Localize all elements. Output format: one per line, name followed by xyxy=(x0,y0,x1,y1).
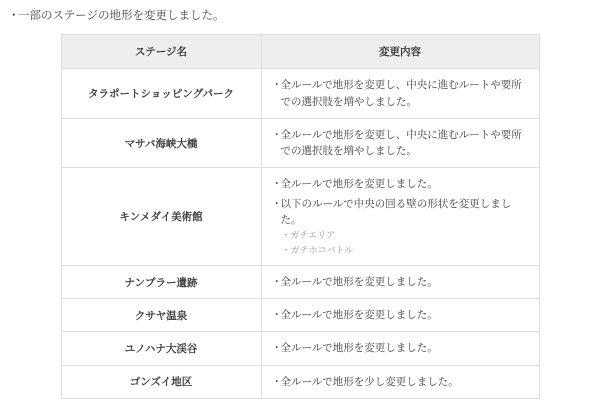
change-line-text: 全ルールで地形を変更し、中央に進むルートや要所での選択肢を増やしました。 xyxy=(280,128,522,158)
change-line-text: 全ルールで地形を変更しました。 xyxy=(280,309,438,322)
change-line xyxy=(272,340,529,356)
change-line-text: 全ルールで地形を変更しました。 xyxy=(280,178,438,191)
list-bullet-icon: ・ xyxy=(271,178,282,191)
list-bullet-icon: ・ xyxy=(271,342,282,355)
change-line xyxy=(272,196,529,229)
table-header-row xyxy=(61,35,539,69)
table-row xyxy=(61,299,539,332)
column-header-change: 変更内容 xyxy=(261,35,539,69)
intro-bullet-icon: ・ xyxy=(8,10,20,22)
table-row xyxy=(61,265,539,298)
change-subline xyxy=(282,228,529,242)
sub-bullet-icon: ・ xyxy=(281,244,291,255)
list-bullet-icon: ・ xyxy=(271,197,282,210)
stage-name-cell: マサバ海峡大橋 xyxy=(61,118,261,168)
column-header-stage: ステージ名 xyxy=(61,35,261,69)
change-line-text: 全ルールで地形を変更しました。 xyxy=(280,342,438,355)
stage-name-cell: タラポートショッピングパーク xyxy=(61,69,261,119)
table-row xyxy=(61,118,539,168)
change-content-cell xyxy=(261,69,539,119)
change-subline-text: ガチホコバトル xyxy=(290,244,354,255)
table-row xyxy=(61,365,539,398)
sub-bullet-icon: ・ xyxy=(281,230,291,241)
list-bullet-icon: ・ xyxy=(271,375,282,388)
list-bullet-icon: ・ xyxy=(271,275,282,288)
change-line-text: 以下のルールで中央の回る壁の形状を変更しました。 xyxy=(280,197,512,226)
stage-changes-table xyxy=(61,34,540,399)
change-content-cell xyxy=(261,118,539,168)
table-row xyxy=(61,69,539,119)
change-content-cell xyxy=(261,265,539,298)
stage-name-cell: クサヤ温泉 xyxy=(61,299,261,332)
change-line xyxy=(272,374,529,390)
change-subline xyxy=(282,243,529,257)
list-bullet-icon: ・ xyxy=(271,79,282,92)
change-content-cell xyxy=(261,365,539,398)
change-content-cell xyxy=(261,332,539,365)
change-content-cell xyxy=(261,168,539,266)
stage-name-cell: ナンプラー遺跡 xyxy=(61,265,261,298)
stage-name-cell: キンメダイ美術館 xyxy=(61,168,261,266)
change-subline-text: ガチエリア xyxy=(290,230,336,241)
intro-text: 一部のステージの地形を変更しました。 xyxy=(18,10,225,22)
change-line xyxy=(272,307,529,323)
change-line-text: 全ルールで地形を変更しました。 xyxy=(280,275,438,288)
change-line xyxy=(272,127,529,160)
stage-name-cell: ユノハナ大渓谷 xyxy=(61,332,261,365)
change-content-cell xyxy=(261,299,539,332)
table-row xyxy=(61,168,539,266)
change-line xyxy=(272,274,529,290)
list-bullet-icon: ・ xyxy=(271,128,282,141)
table-row xyxy=(61,332,539,365)
change-line xyxy=(272,77,529,110)
intro-paragraph xyxy=(0,0,600,31)
list-bullet-icon: ・ xyxy=(271,309,282,322)
stage-name-cell: ゴンズイ地区 xyxy=(61,365,261,398)
change-line-text: 全ルールで地形を変更し、中央に進むルートや要所での選択肢を増やしました。 xyxy=(280,79,522,108)
change-line-text: 全ルールで地形を少し変更しました。 xyxy=(280,375,459,388)
change-line xyxy=(272,176,529,192)
